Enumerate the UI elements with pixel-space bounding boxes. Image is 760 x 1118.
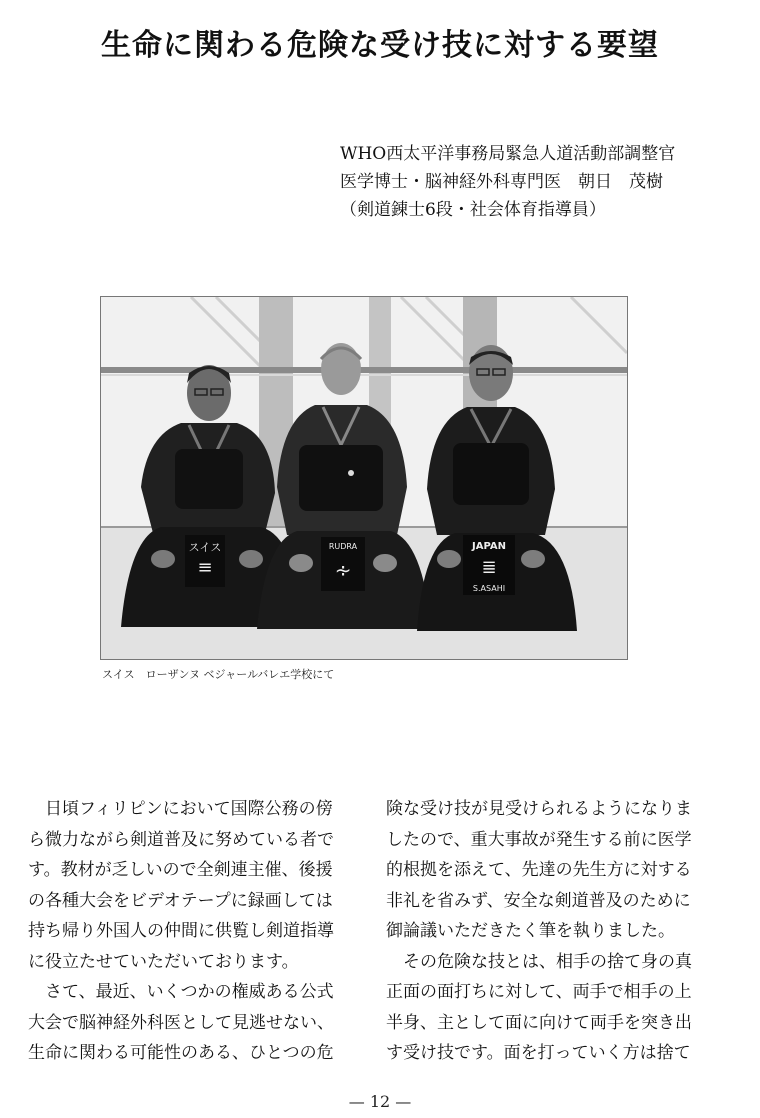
article-title: 生命に関わる危険な受け技に対する要望 bbox=[101, 28, 659, 63]
body-line: す。教材が乏しいので全剣連主催、後援 bbox=[28, 860, 333, 880]
body-line: 半身、主として面に向けて両手を突き出 bbox=[386, 1012, 692, 1033]
center-zekken-label: RUDRA bbox=[328, 542, 358, 551]
body-line: 険な受け技が見受けられるようになりま bbox=[386, 799, 692, 819]
body-line: に役立たせていただいております。 bbox=[28, 951, 299, 972]
body-line: 的根拠を添えて、先達の先生方に対する bbox=[386, 860, 692, 880]
author-affiliation: WHO西太平洋事務局緊急人道活動部調整官 bbox=[340, 144, 676, 164]
body-column-right bbox=[386, 794, 716, 1069]
author-block bbox=[340, 140, 740, 224]
body-line: その危険な技とは、相手の捨て身の真 bbox=[386, 951, 692, 972]
svg-text:≣: ≣ bbox=[481, 557, 497, 578]
body-line: さて、最近、いくつかの権威ある公式 bbox=[28, 982, 334, 1002]
body-line: 正面の面打ちに対して、両手で相手の上 bbox=[386, 982, 692, 1002]
author-credentials: （剣道錬士6段・社会体育指導員） bbox=[340, 200, 606, 220]
photo-caption: スイス ローザンヌ ベジャールバレエ学校にて bbox=[102, 668, 335, 681]
page-number: — 12 — bbox=[348, 1092, 412, 1111]
right-zekken-country: JAPAN bbox=[472, 541, 506, 552]
group-photo bbox=[100, 296, 628, 660]
body-line: す受け技です。面を打っていく方は捨て bbox=[386, 1043, 691, 1063]
body-column-left bbox=[28, 794, 358, 1069]
left-zekken-label: スイス bbox=[188, 541, 222, 554]
body-line: 御論議いただきたく筆を執りました。 bbox=[386, 921, 675, 941]
svg-text:≡: ≡ bbox=[197, 557, 213, 578]
body-line: 大会で脳神経外科医として見逃せない、 bbox=[28, 1012, 334, 1033]
svg-text:∻: ∻ bbox=[334, 558, 352, 582]
body-line: ら微力ながら剣道普及に努めている者で bbox=[28, 829, 334, 850]
author-name: 医学博士・脳神経外科専門医 朝日 茂樹 bbox=[340, 172, 663, 192]
body-line: 日頃フィリピンにおいて国際公務の傍 bbox=[28, 799, 333, 819]
right-zekken-name: S.ASAHI bbox=[472, 584, 506, 593]
body-line: 持ち帰り外国人の仲間に供覧し剣道指導 bbox=[28, 921, 334, 941]
body-line: 生命に関わる可能性のある、ひとつの危 bbox=[28, 1043, 334, 1063]
body-line: の各種大会をビデオテープに録画しては bbox=[28, 890, 333, 911]
body-line: したので、重大事故が発生する前に医学 bbox=[386, 829, 692, 850]
body-line: 非礼を省みず、安全な剣道普及のために bbox=[386, 890, 691, 911]
